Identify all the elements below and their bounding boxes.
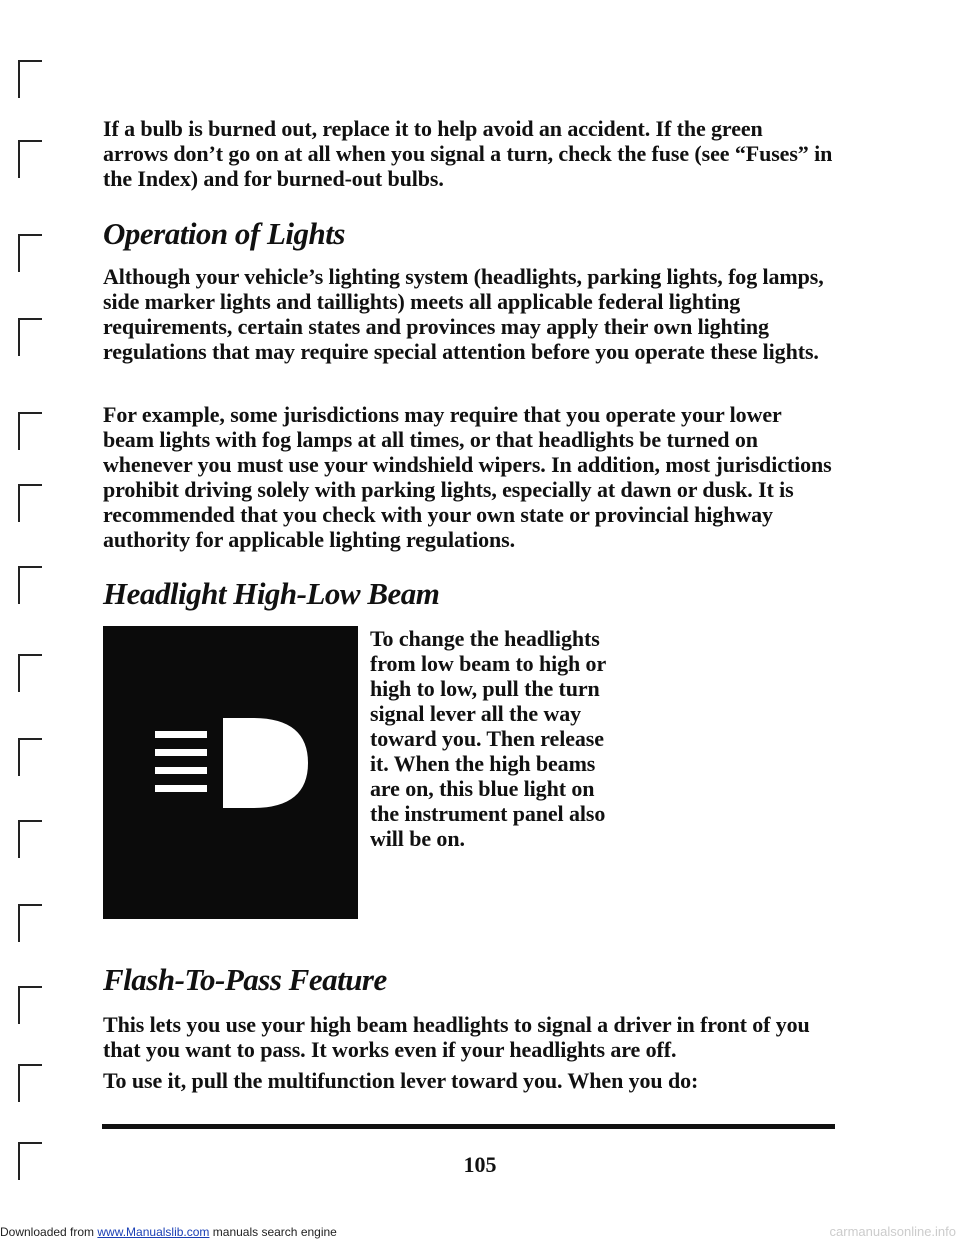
scan-mark [18,484,42,522]
flash-intro-paragraph: This lets you use your high beam headlights to signal a driver in front of you that you want to pass. It works even if your headlights are off. [103,1012,810,1062]
high-beam-indicator-icon [103,626,358,919]
intro-paragraph: If a bulb is burned out, replace it to help avoid an accident. If the green arrows don’t go on at all when you signal a turn, check the fuse (see “Fuses” in the Index) and for burned-out bulbs. [103,116,833,191]
scan-mark [18,820,42,858]
scan-mark [18,986,42,1024]
heading-flash-to-pass: Flash-To-Pass Feature [103,962,387,997]
scan-mark [18,738,42,776]
example-paragraph: For example, some jurisdictions may require that you operate your lower beam lights with fog lamps at all times, or that headlights be turned on whenever you must use your windshield wipers. In addition, most jurisdictions prohibit driving solely with parking lights, especially at dawn or dusk. It is recommended that you check with your own state or provincial highway authority for applicable lighting regulations. [103,402,832,552]
heading-operation-of-lights: Operation of Lights [103,216,345,251]
scan-mark [18,60,42,98]
scan-mark [18,1064,42,1102]
high-low-paragraph: To change the headlights from low beam to high or high to low, pull the turn signal lever all the way toward you. Then release it. When the high beams are on, this blue light on the instrument panel also will be on. [370,626,606,851]
scan-mark [18,234,42,272]
watermark: carmanualsonline.info [829,1224,956,1239]
scan-mark [18,904,42,942]
high-beam-indicator-panel [103,626,358,919]
footer-suffix: manuals search engine [209,1225,337,1239]
flash-use-paragraph: To use it, pull the multifunction lever toward you. When you do: [103,1068,699,1093]
scan-mark [18,140,42,178]
scan-mark [18,566,42,604]
footer-prefix: Downloaded from [0,1225,98,1239]
lighting-system-paragraph: Although your vehicle’s lighting system (headlights, parking lights, fog lamps, side marker lights and taillights) meets all applicable federal lighting requirements, certain states and provinces may apply their own lighting regulations that may require special attention before you operate these lights. [103,264,824,364]
heading-high-low-beam: Headlight High-Low Beam [103,576,440,611]
scan-mark [18,318,42,356]
footer-rule [102,1124,835,1129]
page-number: 105 [463,1152,497,1177]
scan-mark [18,654,42,692]
manualslib-link[interactable]: www.Manualslib.com [97,1225,210,1239]
scan-mark [18,412,42,450]
download-footer [0,1225,337,1239]
